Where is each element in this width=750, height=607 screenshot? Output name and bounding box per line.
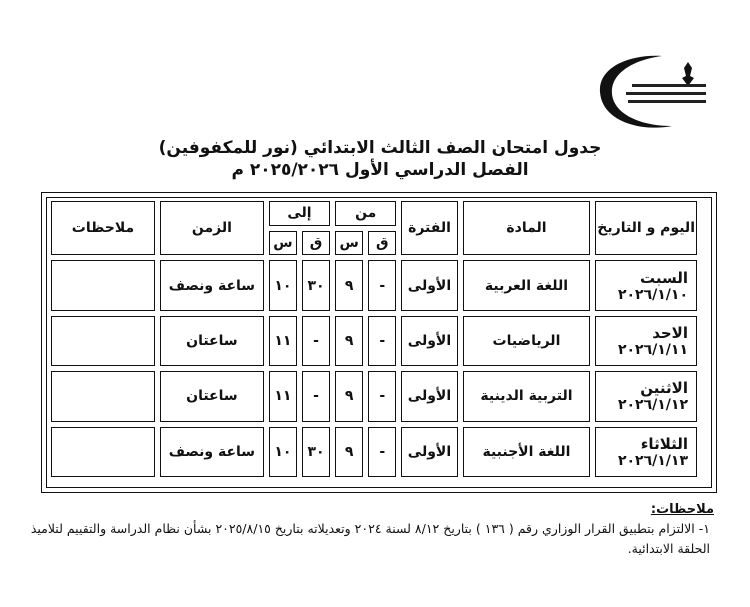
notes-heading: ملاحظات: bbox=[650, 502, 714, 517]
subject-cell: الرياضيات bbox=[463, 316, 591, 366]
duration-cell: ساعتان bbox=[160, 371, 264, 421]
directorate-logo bbox=[592, 52, 712, 130]
subject-cell: اللغة العربية bbox=[463, 260, 591, 310]
from-hours-cell: ٩ bbox=[335, 427, 363, 477]
notes-cell bbox=[51, 316, 155, 366]
day-name: الاحد bbox=[652, 323, 688, 342]
to-minutes-cell: - bbox=[302, 316, 330, 366]
day-name: الثلاثاء bbox=[640, 434, 688, 453]
semester-subtitle: الفصل الدراسي الأول ٢٠٢٥/٢٠٢٦ م bbox=[231, 160, 529, 180]
from-hours-cell: ٩ bbox=[335, 260, 363, 310]
exam-schedule-title: جدول امتحان الصف الثالث الابتدائي (نور للمكفوفين) bbox=[158, 138, 602, 158]
duration-cell: ساعة ونصف bbox=[160, 427, 264, 477]
subject-cell: التربية الدينية bbox=[463, 371, 591, 421]
from-minutes-cell: - bbox=[368, 260, 396, 310]
header-notes: ملاحظات bbox=[51, 201, 155, 255]
eagle-emblem-icon bbox=[592, 52, 712, 130]
table-row bbox=[51, 316, 697, 366]
header-duration: الزمن bbox=[160, 201, 264, 255]
period-cell: الأولى bbox=[401, 316, 457, 366]
day-date-cell bbox=[595, 371, 697, 421]
day-date-cell bbox=[595, 427, 697, 477]
day-name: السبت bbox=[639, 268, 688, 287]
to-hours-cell: ١١ bbox=[269, 371, 297, 421]
from-minutes-cell: - bbox=[368, 427, 396, 477]
exam-date: ٢٠٢٦/١/١٣ bbox=[617, 452, 688, 469]
notes-cell bbox=[51, 427, 155, 477]
exam-date: ٢٠٢٦/١/١١ bbox=[617, 341, 688, 358]
day-name: الاثنين bbox=[640, 379, 688, 398]
from-minutes-cell: - bbox=[368, 316, 396, 366]
header-from-minutes: ق bbox=[368, 231, 396, 256]
notes-cell bbox=[51, 371, 155, 421]
to-minutes-cell: ٣٠ bbox=[302, 260, 330, 310]
notes-cell bbox=[51, 260, 155, 310]
day-date-cell bbox=[595, 316, 697, 366]
to-hours-cell: ١٠ bbox=[269, 260, 297, 310]
exam-date: ٢٠٢٦/١/١٢ bbox=[617, 397, 688, 414]
day-date-cell bbox=[595, 260, 697, 310]
schedule-table-frame bbox=[41, 192, 717, 493]
from-minutes-cell: - bbox=[368, 371, 396, 421]
to-hours-cell: ١٠ bbox=[269, 427, 297, 477]
notes-item: ١- الالتزام بتطبيق القرار الوزاري رقم ( ١٣٦ ) بتاريخ ٨/١٢ لسنة ٢٠٢٤ وتعديلاته بتاريخ ٢٠٢٥/٨/١٥ بشأن نظام الدراسة والتقييم لتلاميذ الحلقة الابتدائية. bbox=[30, 521, 710, 556]
duration-cell: ساعتان bbox=[160, 316, 264, 366]
from-hours-cell: ٩ bbox=[335, 316, 363, 366]
header-from-hours: س bbox=[335, 231, 363, 256]
subject-cell: اللغة الأجنبية bbox=[463, 427, 591, 477]
header-to-hours: س bbox=[269, 231, 297, 256]
duration-cell: ساعة ونصف bbox=[160, 260, 264, 310]
header-to: إلى bbox=[269, 201, 330, 226]
to-hours-cell: ١١ bbox=[269, 316, 297, 366]
period-cell: الأولى bbox=[401, 371, 457, 421]
table-row bbox=[51, 427, 697, 477]
header-day-date: اليوم و التاريخ bbox=[595, 201, 697, 255]
to-minutes-cell: - bbox=[302, 371, 330, 421]
period-cell: الأولى bbox=[401, 260, 457, 310]
header-period: الفترة bbox=[401, 201, 457, 255]
header-from: من bbox=[335, 201, 396, 226]
exam-schedule-table bbox=[46, 196, 702, 482]
from-hours-cell: ٩ bbox=[335, 371, 363, 421]
table-row bbox=[51, 371, 697, 421]
table-row bbox=[51, 260, 697, 310]
to-minutes-cell: ٣٠ bbox=[302, 427, 330, 477]
header-subject: المادة bbox=[463, 201, 591, 255]
exam-date: ٢٠٢٦/١/١٠ bbox=[617, 286, 688, 303]
period-cell: الأولى bbox=[401, 427, 457, 477]
header-to-minutes: ق bbox=[302, 231, 330, 256]
